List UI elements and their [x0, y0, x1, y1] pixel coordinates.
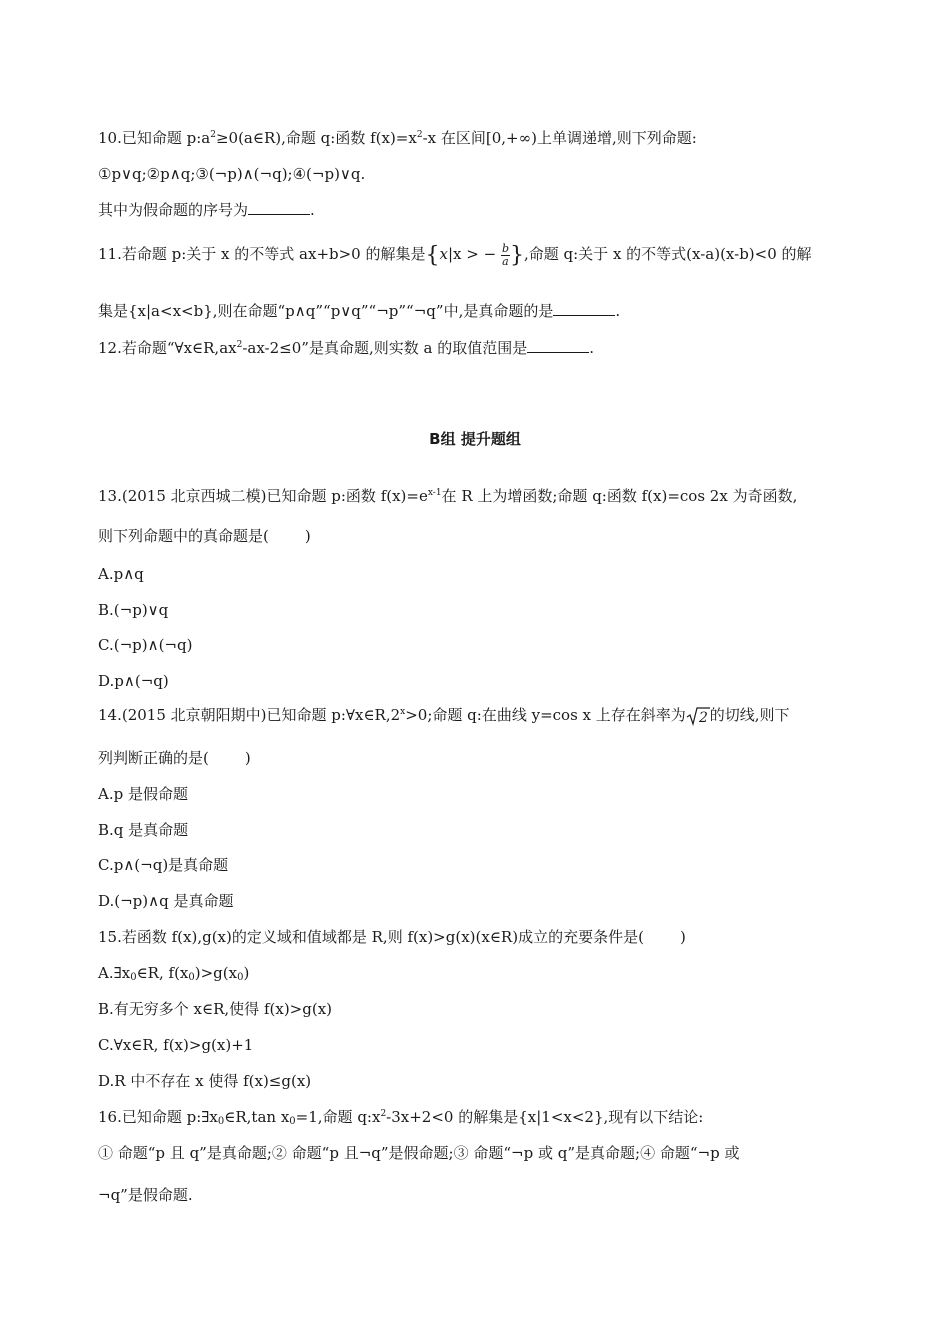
answer-blank [553, 301, 615, 316]
q14-line1 [98, 705, 790, 727]
q16-line2: ① 命题“p 且 q”是真命题;② 命题“p 且¬q”是假命题;③ 命题“¬p 或 q”是真命题;④ 命题“¬p 或 [98, 1144, 740, 1162]
q11-text: ,命题 q:关于 x 的不等式(x-a)(x-b)<0 的解 [523, 245, 812, 263]
answer-blank [527, 338, 589, 353]
q13-option-a: A.p∧q [98, 565, 144, 583]
q13-option-b: B.(¬p)∨q [98, 601, 169, 619]
fraction-numerator: b [501, 241, 509, 255]
q11-text: 11.若命题 p:关于 x 的不等式 ax+b>0 的解集是 [98, 245, 426, 263]
q14-option-d: D.(¬p)∧q 是真命题 [98, 892, 234, 910]
q10-line3 [98, 200, 315, 220]
q12-text: . [589, 339, 594, 357]
q13-option-d: D.p∧(¬q) [98, 672, 169, 690]
answer-blank [248, 200, 310, 215]
q15-option-d: D.R 中不存在 x 使得 f(x)≤g(x) [98, 1072, 312, 1090]
q12-line [98, 338, 594, 358]
q10-text: 其中为假命题的序号为 [98, 201, 249, 219]
subscript: 0 [289, 1116, 296, 1127]
q16-text: -3x+2<0 的解集是{x|1<x<2},现有以下结论: [386, 1108, 704, 1126]
q15-text: ) [679, 928, 686, 946]
set-expression: {x|x > − $\frac{b}{a}$ } [425, 241, 524, 268]
q10-line1 [98, 128, 697, 148]
q11-line1 [98, 240, 812, 270]
superscript: 2 [416, 130, 423, 140]
q10-text: ≥0(a∈R),命题 q:函数 f(x)=x [215, 129, 417, 147]
q13-line2 [98, 526, 311, 546]
q14-option-c: C.p∧(¬q)是真命题 [98, 856, 229, 874]
q12-text: -ax-2≤0”是真命题,则实数 a 的取值范围是 [242, 339, 528, 357]
fraction-denominator: a [502, 254, 509, 268]
q14-text: 14.(2015 北京朝阳期中)已知命题 p:∀x∈R,2 [98, 706, 401, 724]
q14-text: >0;命题 q:在曲线 y=cos x 上存在斜率为 [405, 706, 686, 724]
q11-line2 [98, 301, 620, 321]
q13-option-c: C.(¬p)∧(¬q) [98, 636, 193, 654]
q15-text: ∈R, f(x [136, 964, 189, 982]
q14-text: 的切线,则下 [709, 706, 790, 724]
q11-text: 集是{x|a<x<b},则在命题“p∧q”“p∨q”“¬p”“¬q”中,是真命题的是 [98, 302, 554, 320]
superscript: x [400, 707, 406, 717]
q13-text: 则下列命题中的真命题是( [98, 527, 269, 545]
q10-text: . [310, 201, 315, 219]
q15-text: )>g(x [194, 964, 238, 982]
q14-option-a: A.p 是假命题 [98, 785, 188, 803]
q15-option-b: B.有无穷多个 x∈R,使得 f(x)>g(x) [98, 1000, 333, 1018]
q10-text: 10.已知命题 p:a [98, 129, 211, 147]
q13-text: ) [304, 527, 311, 545]
q14-text: ) [244, 749, 251, 767]
q10-line2: ①p∨q;②p∧q;③(¬p)∧(¬q);④(¬p)∨q. [98, 165, 366, 183]
q10-text: -x 在区间[0,+∞)上单调递增,则下列命题: [422, 129, 697, 147]
q12-text: 12.若命题“∀x∈R,ax [98, 339, 237, 357]
superscript: x-1 [427, 488, 442, 498]
q16-line1 [98, 1107, 703, 1127]
q15-option-a [98, 963, 249, 983]
q13-text: 在 R 上为增函数;命题 q:函数 f(x)=cos 2x 为奇函数, [441, 487, 798, 505]
sqrt-value: 2 [698, 710, 708, 726]
q15-text: ) [243, 964, 250, 982]
superscript: 2 [236, 340, 243, 350]
set-condition: |x > − [447, 245, 497, 263]
subscript: 0 [217, 1116, 225, 1127]
q16-text: 16.已知命题 p:∃x [98, 1108, 218, 1126]
q13-line1 [98, 486, 797, 506]
fraction [501, 243, 510, 268]
q14-text: 列判断正确的是( [98, 749, 209, 767]
sqrt-symbol [686, 706, 710, 727]
q14-option-b: B.q 是真命题 [98, 821, 189, 839]
subscript: 0 [130, 972, 137, 983]
q15-text: 15.若函数 f(x),g(x)的定义域和值域都是 R,则 f(x)>g(x)(x∈R)成立的充要条件是( [98, 928, 644, 946]
q15-option-c: C.∀x∈R, f(x)>g(x)+1 [98, 1036, 254, 1054]
q16-text: ∈R,tan x [224, 1108, 290, 1126]
section-title: B组 提升题组 [429, 430, 521, 448]
q15-line1 [98, 927, 686, 947]
q13-text: 13.(2015 北京西城二模)已知命题 p:函数 f(x)=e [98, 487, 428, 505]
superscript: 2 [210, 130, 216, 140]
subscript: 0 [237, 972, 244, 983]
subscript: 0 [188, 972, 195, 983]
q11-text: . [615, 302, 621, 320]
q16-line3: ¬q”是假命题. [98, 1186, 193, 1204]
q15-text: A.∃x [98, 964, 131, 982]
q16-text: =1,命题 q:x [295, 1108, 381, 1126]
set-variable: x [439, 245, 448, 263]
superscript: 2 [380, 1109, 387, 1119]
q14-line2 [98, 748, 251, 768]
